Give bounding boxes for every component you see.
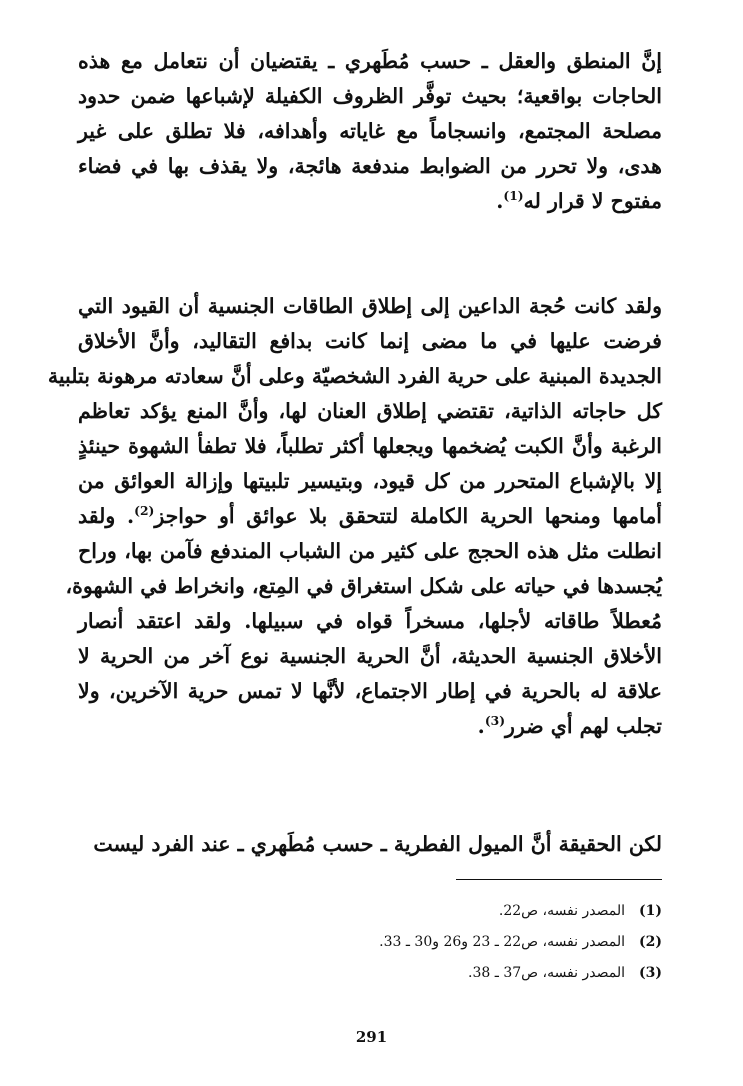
- footnote-item: [78, 958, 662, 989]
- text-line: انطلت مثل هذه الحجج على كثير من الشباب المندفع فآمن بها، وراح: [78, 539, 662, 563]
- footnote-text: المصدر نفسه، ص22.: [498, 903, 625, 919]
- text-line: مُعطلاً طاقاته لأجلها، مسخراً قواه في سبيلها. ولقد اعتقد أنصار: [78, 609, 662, 633]
- text-line: إلا بالإشباع المتحرر من كل قيود، وبتيسير تلبيتها وإزالة العوائق من: [78, 469, 662, 493]
- text-fragment: .: [477, 714, 485, 738]
- footnote-ref[interactable]: (3): [484, 713, 506, 729]
- text-line: [78, 709, 662, 744]
- text-line: الحاجات بواقعية؛ بحيث توفَّر الظروف الكفيلة لإشباعها ضمن حدود: [78, 84, 662, 108]
- footnote-number: (2): [639, 934, 662, 950]
- text-line: كل حاجاته الذاتية، تقتضي إطلاق العنان لها، وأنَّ المنع يؤكد تعاظم: [78, 399, 662, 423]
- footnote-ref[interactable]: (2): [134, 503, 155, 519]
- text-line: الجديدة المبنية على حرية الفرد الشخصيّة وعلى أنَّ سعادته مرهونة بتلبية: [47, 364, 662, 388]
- text-line: [78, 499, 662, 534]
- text-line: لكن الحقيقة أنَّ الميول الفطرية ـ حسب مُطَهري ـ عند الفرد ليست: [93, 832, 662, 856]
- footnote-text: المصدر نفسه، ص22 ـ 23 و26 و30 ـ 33.: [379, 934, 625, 950]
- footnote-number: (3): [639, 965, 662, 981]
- paragraph-2: [47, 289, 662, 744]
- text-line: يُجسدها في حياته على شكل استغراق في المِتع، وانخراط في الشهوة،: [65, 574, 662, 598]
- paragraph-1: [78, 44, 662, 219]
- footnote-item: [78, 896, 662, 927]
- text-fragment: أمامها ومنحها الحرية الكاملة لتتحقق بلا عوائق أو حواجز: [154, 504, 662, 528]
- footnotes: [78, 896, 662, 989]
- text-line: الأخلاق الجنسية الحديثة، أنَّ الحرية الجنسية نوع آخر من الحرية لا: [78, 644, 662, 668]
- footnote-number: (1): [639, 903, 662, 919]
- text-fragment: مفتوح لا قرار له: [523, 189, 662, 213]
- footnote-divider: [456, 879, 662, 880]
- text-line: فرضت عليها في ما مضى إنما كانت بدافع التقاليد، وأنَّ الأخلاق: [78, 329, 662, 353]
- text-fragment: . ولقد: [78, 504, 135, 528]
- text-fragment: تجلب لهم أي ضرر: [505, 714, 662, 738]
- text-line: ولقد كانت حُجة الداعين إلى إطلاق الطاقات الجنسية أن القيود التي: [78, 294, 662, 318]
- text-line: إنَّ المنطق والعقل ـ حسب مُطَهري ـ يقتضيان أن نتعامل مع هذه: [78, 49, 662, 73]
- text-line: الرغبة وأنَّ الكبت يُضخمها ويجعلها أكثر تطلباً، فلا تطفأ الشهوة حينئذٍ: [78, 434, 662, 458]
- paragraph-3: [78, 827, 662, 862]
- text-line: هدى، ولا تحرر من الضوابط مندفعة هائجة، ولا يقذف بها في فضاء: [78, 154, 662, 178]
- footnote-item: [78, 927, 662, 958]
- footnote-text: المصدر نفسه، ص37 ـ 38.: [468, 965, 625, 981]
- footnote-ref[interactable]: (1): [503, 188, 524, 204]
- page-number: 291: [355, 1028, 388, 1046]
- text-line: [78, 184, 662, 219]
- text-line: علاقة له بالحرية في إطار الاجتماع، لأنَّها لا تمس حرية الآخرين، ولا: [78, 679, 662, 703]
- text-fragment: .: [496, 189, 504, 213]
- text-line: مصلحة المجتمع، وانسجاماً مع غاياته وأهدافه، فلا تطلق على غير: [78, 119, 662, 143]
